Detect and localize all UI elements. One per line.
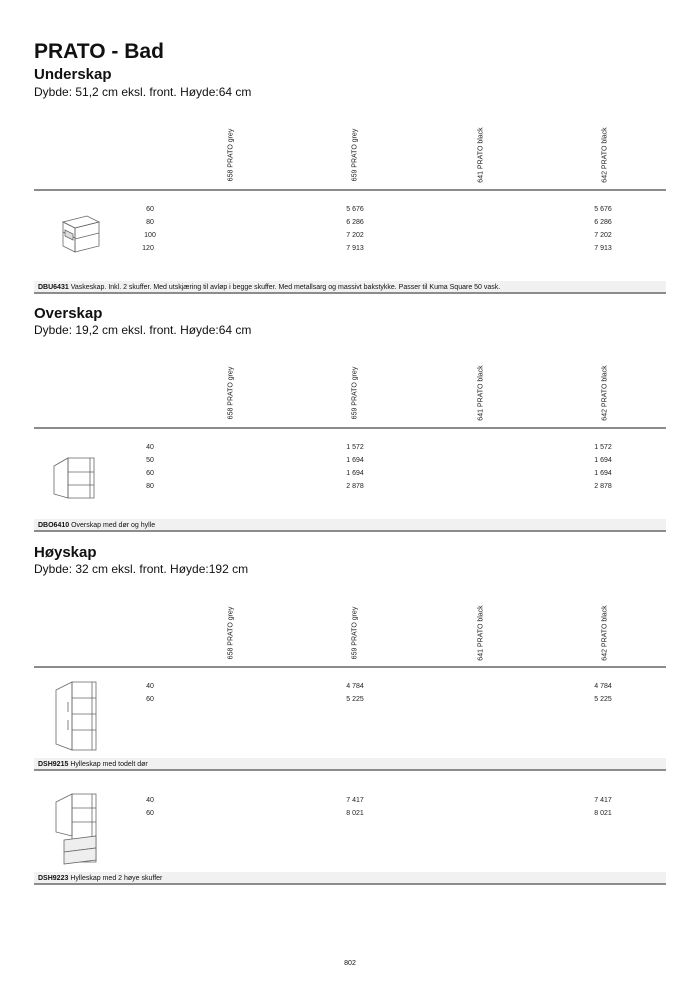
width-cell: 40 (146, 444, 154, 451)
width-cell: 100 (144, 232, 156, 239)
width-cell: 80 (146, 219, 154, 226)
column-header: 658 PRATO grey (227, 366, 235, 420)
column-header: 641 PRATO black (477, 127, 485, 183)
price-cell: 7 202 (594, 232, 612, 239)
column-header: 659 PRATO grey (351, 606, 359, 660)
product-description: Hylleskap med todelt dør (70, 761, 148, 768)
price-cell: 7 202 (346, 232, 364, 239)
price-cell: 8 021 (346, 810, 364, 817)
width-cell: 50 (146, 457, 154, 464)
column-header: 641 PRATO black (477, 605, 485, 661)
price-cell: 1 572 (346, 444, 364, 451)
price-cell: 5 676 (346, 206, 364, 213)
price-cell: 7 913 (346, 245, 364, 252)
section-subtitle-overskap: Dybde: 19,2 cm eksl. front. Høyde:64 cm (34, 323, 252, 337)
price-cell: 7 417 (346, 797, 364, 804)
section-title-underskap: Underskap (34, 66, 112, 83)
wall-cabinet-image (50, 452, 102, 504)
price-cell: 7 417 (594, 797, 612, 804)
column-header: 658 PRATO grey (227, 128, 235, 182)
header-rule (34, 189, 666, 191)
product-code: DBO6410 (38, 522, 70, 529)
price-cell: 1 572 (594, 444, 612, 451)
price-cell: 1 694 (346, 457, 364, 464)
product-code: DSH9215 (38, 761, 69, 768)
width-cell: 120 (142, 245, 154, 252)
price-cell: 1 694 (594, 457, 612, 464)
page-title: PRATO - Bad (34, 40, 164, 63)
section-subtitle-underskap: Dybde: 51,2 cm eksl. front. Høyde:64 cm (34, 85, 252, 99)
column-header: 642 PRATO black (601, 605, 609, 661)
page-number: 802 (344, 960, 356, 967)
width-cell: 60 (146, 470, 154, 477)
product-description-row (34, 519, 666, 532)
price-cell: 4 784 (594, 683, 612, 690)
price-cell: 7 913 (594, 245, 612, 252)
section-title-overskap: Overskap (34, 305, 103, 322)
price-cell: 5 225 (594, 696, 612, 703)
product-description-row (34, 281, 666, 294)
column-header: 658 PRATO grey (227, 606, 235, 660)
product-code: DSH9223 (38, 875, 69, 882)
price-cell: 4 784 (346, 683, 364, 690)
product-code: DBU6431 (38, 284, 69, 291)
tall-drawer-cabinet-image (50, 790, 106, 866)
product-description-row (34, 758, 666, 771)
price-cell: 6 286 (346, 219, 364, 226)
width-cell: 60 (146, 810, 154, 817)
product-description: Overskap med dør og hylle (71, 522, 156, 529)
price-cell: 5 225 (346, 696, 364, 703)
width-cell: 80 (146, 483, 154, 490)
column-header: 642 PRATO black (601, 365, 609, 421)
header-rule (34, 427, 666, 429)
product-description: Hylleskap med 2 høye skuffer (70, 875, 163, 882)
section-subtitle-hoyskap: Dybde: 32 cm eksl. front. Høyde:192 cm (34, 562, 249, 576)
column-header: 642 PRATO black (601, 127, 609, 183)
width-cell: 60 (146, 696, 154, 703)
price-cell: 8 021 (594, 810, 612, 817)
header-rule (34, 666, 666, 668)
width-cell: 40 (146, 683, 154, 690)
price-cell: 6 286 (594, 219, 612, 226)
section-title-hoyskap: Høyskap (34, 544, 97, 561)
column-header: 659 PRATO grey (351, 128, 359, 182)
column-header: 641 PRATO black (477, 365, 485, 421)
price-cell: 2 878 (594, 483, 612, 490)
price-cell: 5 676 (594, 206, 612, 213)
price-cell: 1 694 (594, 470, 612, 477)
tall-cabinet-image (50, 678, 106, 754)
price-cell: 2 878 (346, 483, 364, 490)
vanity-cabinet-image (55, 208, 105, 258)
width-cell: 40 (146, 797, 154, 804)
column-header: 659 PRATO grey (351, 366, 359, 420)
product-description: Vaskeskap. Inkl. 2 skuffer. Med utskjæring til avløp i begge skuffer. Med metallsarg og massivt bakstykke. Passer til Kuma Square 50 vask. (70, 284, 501, 291)
product-description-row (34, 872, 666, 885)
price-cell: 1 694 (346, 470, 364, 477)
width-cell: 60 (146, 206, 154, 213)
